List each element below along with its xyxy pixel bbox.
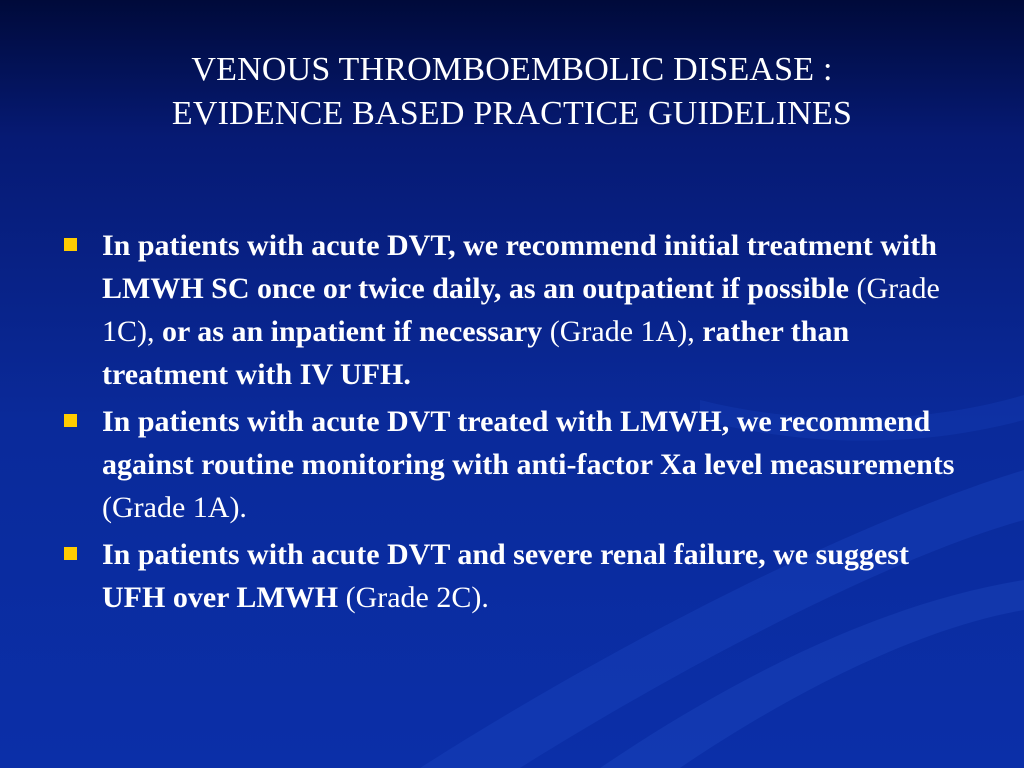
bullet-1-grade-1c: (Grade 1C),	[102, 272, 940, 348]
bullet-1-grade-1a: (Grade 1A),	[542, 315, 695, 348]
bullet-2-grade-1a: (Grade 1A).	[102, 491, 247, 524]
bullet-item-3	[60, 533, 960, 619]
bullet-2-text: In patients with acute DVT treated with LMWH, we recommend against routine monitoring with anti-factor Xa level measurements	[102, 405, 955, 481]
bullet-list	[60, 224, 960, 623]
bullet-item-2	[60, 400, 960, 529]
title-line-1: VENOUS THROMBOEMBOLIC DISEASE :	[191, 51, 833, 88]
bullet-1-text-2: or as an inpatient if necessary	[154, 315, 543, 348]
bullet-1-text-3: rather than treatment with IV UFH.	[102, 315, 850, 391]
square-bullet-icon	[64, 414, 77, 427]
square-bullet-icon	[64, 238, 77, 251]
slide-title	[60, 48, 964, 136]
bullet-3-grade-2c: (Grade 2C).	[338, 581, 489, 614]
bullet-item-1	[60, 224, 960, 396]
bullet-1-text: In patients with acute DVT, we recommend initial treatment with LMWH SC once or twice daily, as an outpatient if possible	[102, 229, 937, 305]
title-line-2: EVIDENCE BASED PRACTICE GUIDELINES	[171, 95, 853, 132]
square-bullet-icon	[64, 547, 77, 560]
bullet-3-text: In patients with acute DVT and severe renal failure, we suggest UFH over LMWH	[102, 538, 909, 614]
